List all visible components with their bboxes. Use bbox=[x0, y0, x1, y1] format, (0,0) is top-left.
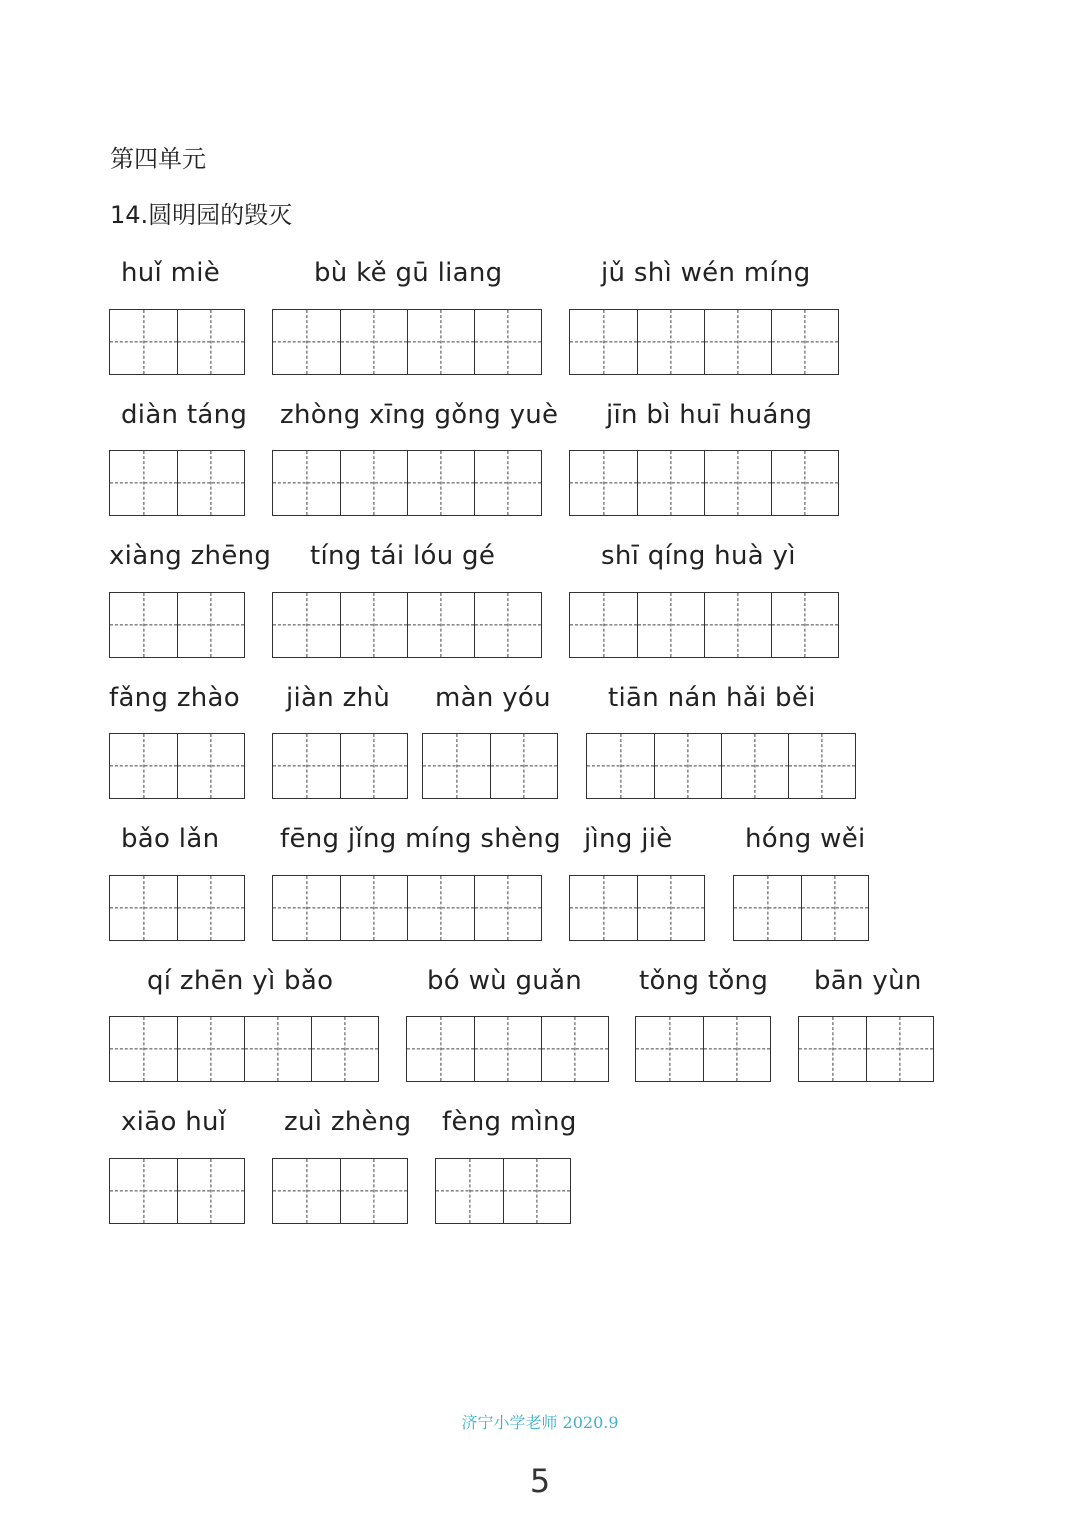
word-17-pinyin: hóng wěi bbox=[745, 824, 866, 854]
writing-cell[interactable] bbox=[340, 593, 407, 657]
word-16-pinyin: jìng jiè bbox=[584, 824, 673, 854]
word-20-grid[interactable] bbox=[635, 1016, 771, 1082]
writing-cell[interactable] bbox=[177, 451, 244, 515]
word-2-grid[interactable] bbox=[272, 309, 542, 375]
word-7-pinyin: xiàng zhēng bbox=[109, 541, 272, 571]
word-6-pinyin: jīn bì huī huáng bbox=[606, 400, 813, 430]
writing-cell[interactable] bbox=[273, 1159, 340, 1223]
writing-cell[interactable] bbox=[177, 593, 244, 657]
word-12-pinyin: màn yóu bbox=[435, 683, 551, 713]
word-7-grid[interactable] bbox=[109, 592, 245, 658]
word-2-pinyin: bù kě gū liang bbox=[314, 258, 503, 288]
word-19-grid[interactable] bbox=[406, 1016, 609, 1082]
writing-cell[interactable] bbox=[177, 876, 244, 940]
word-4-pinyin: diàn táng bbox=[121, 400, 248, 430]
writing-cell[interactable] bbox=[799, 1017, 866, 1081]
writing-cell[interactable] bbox=[110, 734, 177, 798]
writing-cell[interactable] bbox=[541, 1017, 608, 1081]
writing-cell[interactable] bbox=[110, 1159, 177, 1223]
writing-cell[interactable] bbox=[273, 876, 340, 940]
writing-cell[interactable] bbox=[407, 310, 474, 374]
writing-cell[interactable] bbox=[503, 1159, 570, 1223]
writing-cell[interactable] bbox=[340, 734, 407, 798]
word-14-grid[interactable] bbox=[109, 875, 245, 941]
writing-cell[interactable] bbox=[490, 734, 557, 798]
writing-cell[interactable] bbox=[587, 734, 654, 798]
writing-cell[interactable] bbox=[570, 876, 637, 940]
writing-cell[interactable] bbox=[273, 593, 340, 657]
writing-cell[interactable] bbox=[407, 593, 474, 657]
writing-cell[interactable] bbox=[177, 310, 244, 374]
writing-cell[interactable] bbox=[654, 734, 721, 798]
word-3-grid[interactable] bbox=[569, 309, 839, 375]
lesson-title: 14.圆明园的毁灭 bbox=[110, 201, 293, 229]
writing-cell[interactable] bbox=[637, 876, 704, 940]
writing-cell[interactable] bbox=[704, 310, 771, 374]
word-19-pinyin: bó wù guǎn bbox=[427, 966, 583, 996]
writing-cell[interactable] bbox=[771, 593, 838, 657]
writing-cell[interactable] bbox=[177, 1159, 244, 1223]
word-14-pinyin: bǎo lǎn bbox=[121, 824, 220, 854]
word-15-pinyin: fēng jǐng míng shèng bbox=[280, 824, 561, 854]
word-18-grid[interactable] bbox=[109, 1016, 379, 1082]
writing-cell[interactable] bbox=[704, 593, 771, 657]
word-23-grid[interactable] bbox=[272, 1158, 408, 1224]
writing-cell[interactable] bbox=[474, 876, 541, 940]
writing-cell[interactable] bbox=[340, 310, 407, 374]
word-8-pinyin: tíng tái lóu gé bbox=[310, 541, 496, 571]
word-18-pinyin: qí zhēn yì bǎo bbox=[147, 966, 334, 996]
word-5-pinyin: zhòng xīng gǒng yuè bbox=[280, 400, 559, 430]
writing-cell[interactable] bbox=[703, 1017, 770, 1081]
writing-cell[interactable] bbox=[407, 1017, 474, 1081]
writing-cell[interactable] bbox=[637, 451, 704, 515]
writing-cell[interactable] bbox=[340, 1159, 407, 1223]
writing-cell[interactable] bbox=[311, 1017, 378, 1081]
writing-cell[interactable] bbox=[801, 876, 868, 940]
word-11-grid[interactable] bbox=[272, 733, 408, 799]
writing-cell[interactable] bbox=[474, 451, 541, 515]
writing-cell[interactable] bbox=[436, 1159, 503, 1223]
word-22-grid[interactable] bbox=[109, 1158, 245, 1224]
word-8-grid[interactable] bbox=[272, 592, 542, 658]
writing-cell[interactable] bbox=[110, 876, 177, 940]
writing-cell[interactable] bbox=[637, 593, 704, 657]
writing-cell[interactable] bbox=[244, 1017, 311, 1081]
writing-cell[interactable] bbox=[177, 734, 244, 798]
word-22-pinyin: xiāo huǐ bbox=[121, 1107, 227, 1137]
word-20-pinyin: tǒng tǒng bbox=[639, 966, 769, 996]
word-11-pinyin: jiàn zhù bbox=[286, 683, 391, 713]
word-4-grid[interactable] bbox=[109, 450, 245, 516]
word-10-grid[interactable] bbox=[109, 733, 245, 799]
word-10-pinyin: fǎng zhào bbox=[109, 683, 240, 713]
word-13-grid[interactable] bbox=[586, 733, 856, 799]
word-16-grid[interactable] bbox=[569, 875, 705, 941]
writing-cell[interactable] bbox=[637, 310, 704, 374]
footer-credit: 济宁小学老师 2020.9 bbox=[461, 1413, 619, 1432]
writing-cell[interactable] bbox=[273, 734, 340, 798]
writing-cell[interactable] bbox=[474, 593, 541, 657]
unit-title: 第四单元 bbox=[110, 145, 206, 173]
writing-cell[interactable] bbox=[474, 310, 541, 374]
word-1-pinyin: huǐ miè bbox=[121, 258, 221, 288]
page-number: 5 bbox=[529, 1462, 551, 1500]
writing-cell[interactable] bbox=[771, 451, 838, 515]
writing-cell[interactable] bbox=[704, 451, 771, 515]
word-17-grid[interactable] bbox=[733, 875, 869, 941]
writing-cell[interactable] bbox=[110, 310, 177, 374]
writing-cell[interactable] bbox=[570, 451, 637, 515]
word-15-grid[interactable] bbox=[272, 875, 542, 941]
writing-cell[interactable] bbox=[734, 876, 801, 940]
writing-cell[interactable] bbox=[110, 451, 177, 515]
word-12-grid[interactable] bbox=[422, 733, 558, 799]
word-6-grid[interactable] bbox=[569, 450, 839, 516]
writing-cell[interactable] bbox=[110, 593, 177, 657]
writing-cell[interactable] bbox=[866, 1017, 933, 1081]
writing-cell[interactable] bbox=[407, 451, 474, 515]
writing-cell[interactable] bbox=[771, 310, 838, 374]
word-23-pinyin: zuì zhèng bbox=[284, 1107, 412, 1137]
writing-cell[interactable] bbox=[636, 1017, 703, 1081]
word-21-grid[interactable] bbox=[798, 1016, 934, 1082]
writing-cell[interactable] bbox=[177, 1017, 244, 1081]
writing-cell[interactable] bbox=[407, 876, 474, 940]
writing-cell[interactable] bbox=[273, 451, 340, 515]
word-5-grid[interactable] bbox=[272, 450, 542, 516]
word-21-pinyin: bān yùn bbox=[814, 966, 922, 996]
writing-cell[interactable] bbox=[570, 593, 637, 657]
writing-cell[interactable] bbox=[423, 734, 490, 798]
writing-cell[interactable] bbox=[110, 1017, 177, 1081]
word-9-pinyin: shī qíng huà yì bbox=[601, 541, 796, 571]
writing-cell[interactable] bbox=[721, 734, 788, 798]
writing-cell[interactable] bbox=[273, 310, 340, 374]
writing-cell[interactable] bbox=[788, 734, 855, 798]
writing-cell[interactable] bbox=[474, 1017, 541, 1081]
word-24-grid[interactable] bbox=[435, 1158, 571, 1224]
word-1-grid[interactable] bbox=[109, 309, 245, 375]
word-13-pinyin: tiān nán hǎi běi bbox=[608, 683, 816, 713]
word-9-grid[interactable] bbox=[569, 592, 839, 658]
word-3-pinyin: jǔ shì wén míng bbox=[601, 258, 811, 288]
writing-cell[interactable] bbox=[340, 451, 407, 515]
writing-cell[interactable] bbox=[570, 310, 637, 374]
word-24-pinyin: fèng mìng bbox=[442, 1107, 577, 1137]
writing-cell[interactable] bbox=[340, 876, 407, 940]
